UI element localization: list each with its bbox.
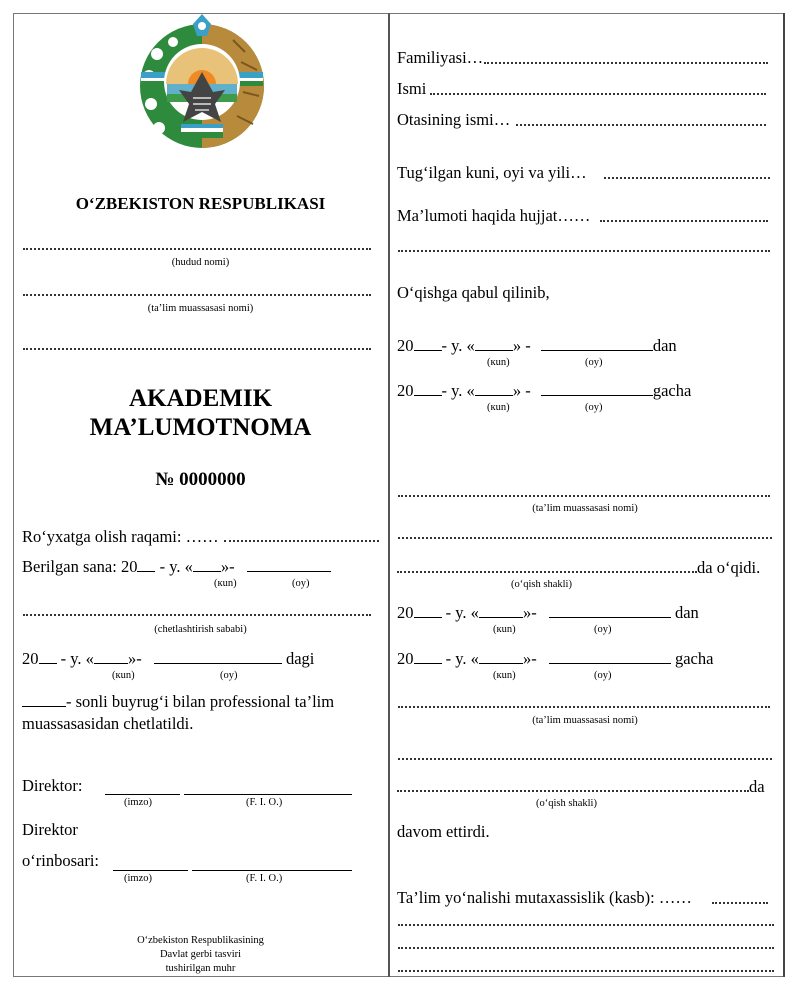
- country-heading: O‘ZBEKISTON RESPUBLIKASI: [75, 194, 326, 213]
- institution-caption-b: (ta’lim muassasasi nomi): [532, 715, 638, 726]
- document-title-line1: AKADEMIK: [128, 385, 273, 412]
- order-year-field[interactable]: [39, 649, 57, 664]
- education-document-label: Ma’lumoti haqida hujjat……: [397, 206, 591, 225]
- specialty-field[interactable]: [712, 902, 768, 904]
- director-signature-caption: (imzo): [124, 797, 152, 808]
- name-label: Ismi: [397, 79, 427, 98]
- continued-study-row: [397, 777, 765, 797]
- continued-from-day-caption: (кun): [493, 624, 516, 635]
- admitted-until-day-caption: (кun): [487, 402, 510, 413]
- year-prefix: 20: [397, 603, 414, 622]
- admitted-label: O‘qishga qabul qilinib,: [397, 283, 550, 302]
- issued-day-caption: (кun): [214, 578, 237, 589]
- region-caption: (hudud nomi): [171, 257, 230, 268]
- continued-until-month-caption: (oy): [594, 670, 612, 681]
- deputy-signature-caption: (imzo): [124, 873, 152, 884]
- specialty-field-3[interactable]: [398, 947, 774, 949]
- birth-date-field[interactable]: [604, 177, 770, 179]
- director-fio-caption: (F. I. O.): [246, 797, 283, 808]
- continued-from-row: [397, 603, 699, 623]
- order-date-row: [22, 649, 314, 669]
- director-signature-field[interactable]: [105, 780, 180, 795]
- admitted-from-row: [397, 336, 677, 356]
- admitted-until-day-field[interactable]: [475, 381, 513, 396]
- order-month-field[interactable]: [154, 649, 282, 664]
- director-label: Direktor:: [22, 776, 83, 795]
- surname-label: Familiyasi…: [397, 48, 484, 67]
- surname-field[interactable]: [484, 62, 768, 64]
- continued-from-day-field[interactable]: [479, 603, 523, 618]
- seal-caption-line3: tushirilgan muhr: [165, 963, 236, 974]
- admitted-from-year-field[interactable]: [414, 336, 442, 351]
- institution-caption: (ta’lim muassasasi nomi): [147, 303, 254, 314]
- specialty-field-4[interactable]: [398, 970, 774, 972]
- continued-suffix: da: [749, 777, 765, 796]
- year-suffix: - y. «: [441, 603, 479, 622]
- continued-from-month-field[interactable]: [549, 603, 671, 618]
- institution-field[interactable]: [23, 294, 371, 296]
- deputy-fio-field[interactable]: [192, 856, 352, 871]
- issued-year-suffix: - y. «: [155, 557, 193, 576]
- continued-until-day-caption: (кun): [493, 670, 516, 681]
- region-field[interactable]: [23, 248, 371, 250]
- study-form-caption-a: (o‘qish shakli): [511, 579, 572, 590]
- institution-field-b[interactable]: [398, 706, 770, 708]
- order-suffix: dagi: [285, 649, 315, 668]
- study-form-caption-b: (o‘qish shakli): [536, 798, 597, 809]
- admitted-until-row: [397, 381, 691, 401]
- until-suffix: gacha: [670, 649, 714, 668]
- admitted-from-month-caption: (oy): [585, 357, 603, 368]
- year-prefix: 20: [397, 649, 414, 668]
- continued-until-row: [397, 649, 713, 669]
- issued-month-field[interactable]: [247, 557, 331, 572]
- expulsion-reason-caption: (chetlashtirish sababi): [154, 624, 247, 635]
- until-suffix: gacha: [652, 381, 692, 400]
- order-month-caption: (oy): [220, 670, 238, 681]
- admitted-from-month-field[interactable]: [541, 336, 653, 351]
- year-suffix: - y. «: [441, 649, 479, 668]
- study-form-field-b2[interactable]: [397, 778, 749, 792]
- order-year-prefix: 20: [22, 649, 39, 668]
- continued-until-day-field[interactable]: [479, 649, 523, 664]
- continued-label: davom ettirdi.: [397, 822, 490, 841]
- studied-row: [397, 558, 760, 578]
- order-line1-text: - sonli buyrug‘i bilan professional ta’lim: [66, 692, 335, 711]
- from-suffix: dan: [652, 336, 677, 355]
- specialty-label: Ta’lim yo‘nalishi mutaxassislik (kasb): ……: [397, 888, 692, 907]
- continued-from-year-field[interactable]: [414, 603, 442, 618]
- seal-caption-line1: O‘zbekiston Respublikasining: [137, 935, 264, 946]
- study-form-field-a2[interactable]: [397, 559, 697, 573]
- issued-date-row: [22, 557, 331, 577]
- year-suffix: - y. «: [441, 336, 475, 355]
- patronymic-label: Otasining ismi…: [397, 110, 511, 129]
- study-form-field-a[interactable]: [398, 537, 772, 539]
- issued-quote-close: »-: [220, 557, 235, 576]
- document-number: № 0000000: [155, 469, 246, 490]
- admitted-from-day-field[interactable]: [475, 336, 513, 351]
- quote-close: » -: [512, 381, 531, 400]
- frame-right-edge: [783, 13, 785, 977]
- continued-from-month-caption: (oy): [594, 624, 612, 635]
- studied-suffix: da o‘qidi.: [697, 558, 761, 577]
- order-day-caption: (кun): [112, 670, 135, 681]
- admitted-until-month-caption: (oy): [585, 402, 603, 413]
- education-document-field-2[interactable]: [398, 250, 770, 252]
- order-number-field[interactable]: [22, 692, 66, 707]
- quote-close: »-: [522, 649, 537, 668]
- from-suffix: dan: [670, 603, 699, 622]
- continued-until-month-field[interactable]: [549, 649, 671, 664]
- order-text-line1: [22, 692, 334, 712]
- seal-caption-line2: Davlat gerbi tasviri: [159, 949, 242, 960]
- admitted-until-month-field[interactable]: [541, 381, 653, 396]
- deputy-label-line1: Direktor: [22, 820, 78, 839]
- quote-close: »-: [522, 603, 537, 622]
- registration-number-label: Ro‘yxatga olish raqami: ……: [22, 527, 219, 546]
- registration-number-field[interactable]: [224, 540, 379, 542]
- order-year-suffix: - y. «: [56, 649, 94, 668]
- deputy-signature-field[interactable]: [113, 856, 188, 871]
- admitted-from-day-caption: (кun): [487, 357, 510, 368]
- institution-field-a[interactable]: [398, 495, 770, 497]
- patronymic-field[interactable]: [516, 124, 766, 126]
- institution-field-2[interactable]: [23, 348, 371, 350]
- order-text-line2: muassasasidan chetlatildi.: [22, 714, 194, 733]
- deputy-fio-caption: (F. I. O.): [246, 873, 283, 884]
- order-day-field[interactable]: [94, 649, 128, 664]
- continued-until-year-field[interactable]: [414, 649, 442, 664]
- state-emblem-icon: [133, 12, 271, 152]
- year-suffix: - y. «: [441, 381, 475, 400]
- deputy-label-line2: o‘rinbosari:: [22, 851, 99, 870]
- issued-date-label: Berilgan sana: 20: [22, 557, 138, 576]
- quote-close: » -: [512, 336, 531, 355]
- year-prefix: 20: [397, 381, 414, 400]
- page-divider: [388, 13, 390, 977]
- specialty-field-2[interactable]: [398, 924, 774, 926]
- issued-year-field[interactable]: [137, 557, 155, 572]
- issued-month-caption: (oy): [292, 578, 310, 589]
- issued-day-field[interactable]: [193, 557, 221, 572]
- education-document-field[interactable]: [600, 220, 768, 222]
- study-form-field-b[interactable]: [398, 758, 772, 760]
- document-title-line2: MA’LUMOTNOMA: [89, 414, 312, 441]
- director-fio-field[interactable]: [184, 780, 352, 795]
- order-quote-close: »-: [127, 649, 142, 668]
- birth-date-label: Tug‘ilgan kuni, oyi va yili…: [397, 163, 587, 182]
- institution-caption-a: (ta’lim muassasasi nomi): [532, 503, 638, 514]
- name-field[interactable]: [430, 93, 766, 95]
- admitted-until-year-field[interactable]: [414, 381, 442, 396]
- expulsion-reason-field[interactable]: [23, 614, 371, 616]
- year-prefix: 20: [397, 336, 414, 355]
